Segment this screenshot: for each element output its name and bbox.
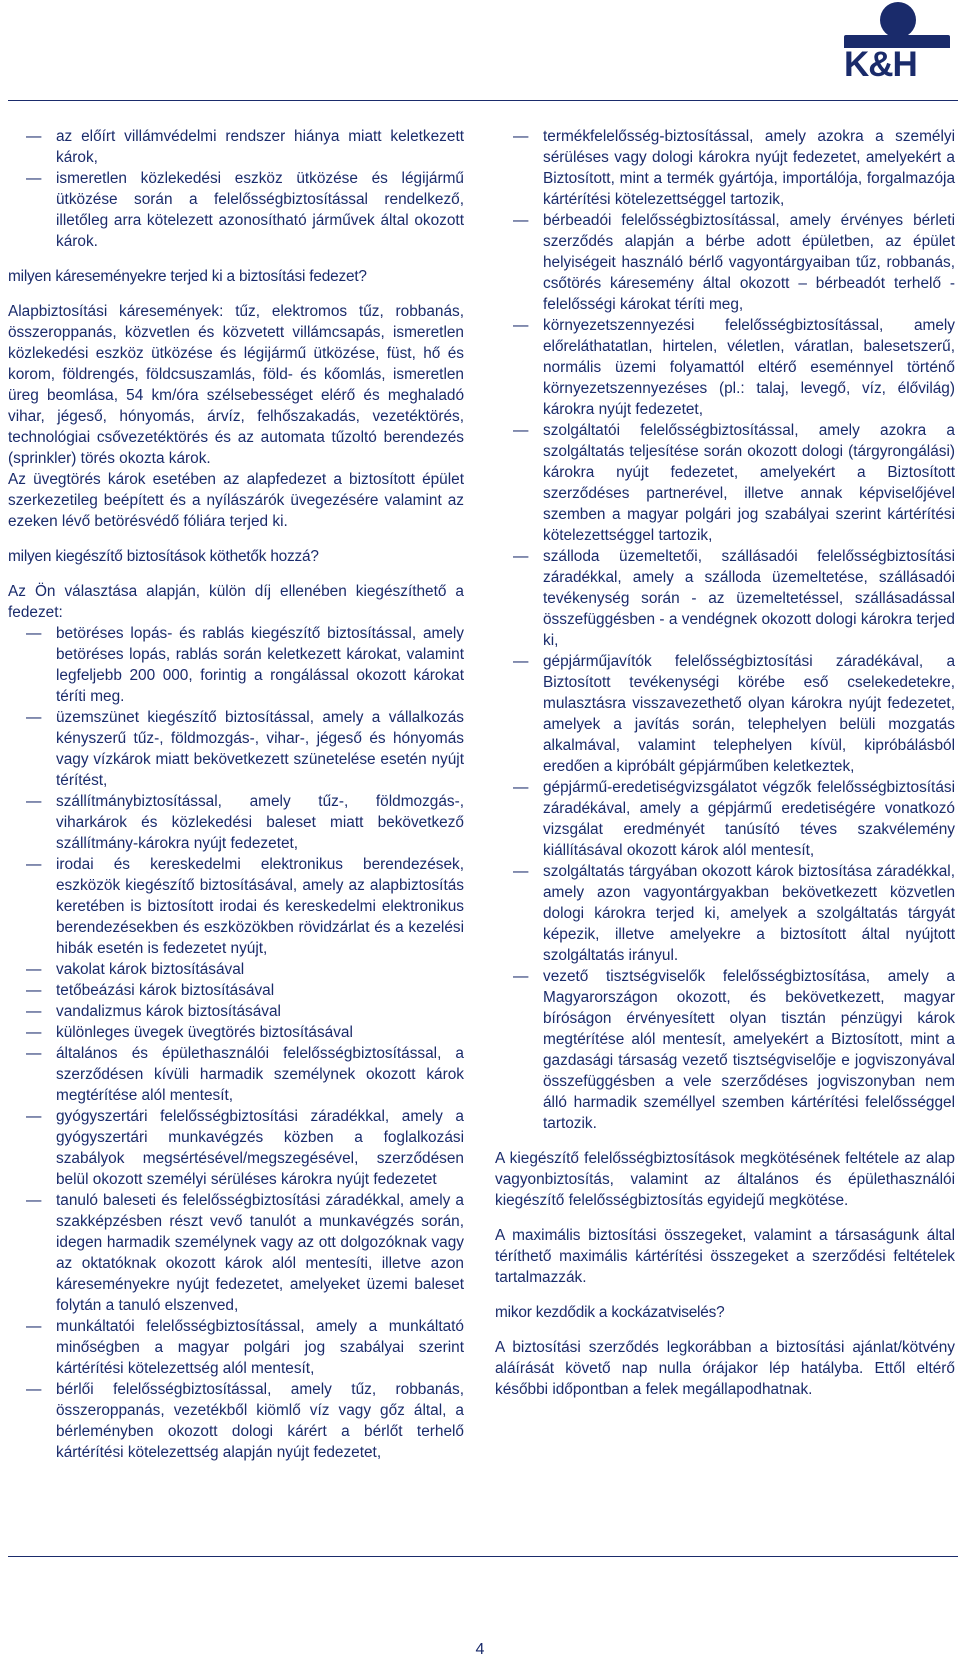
list-item: — irodai és kereskedelmi elektronikus berendezések, eszközök kiegészítő biztosításával, amely az alapbiztosítás keretében is biztosított irodai és kereskedelmi elektronikus berendezésekben és eszközökben rövidzárlat és a kezelési hibák esetén is fedezetet nyújt, — [8, 854, 464, 959]
page-number: 4 — [475, 1641, 485, 1658]
list-item: — vakolat károk biztosításával — [8, 959, 464, 980]
top-divider — [8, 100, 958, 101]
list-item: — környezetszennyezési felelősségbiztosítással, amely előreláthatatlan, hirtelen, véletlen, váratlan, balesetszerű, normális üzemi folyamattól eltérő eseménnyel történő környezetszennyezéses (pl.: talaj, levegő, víz, élővilág) károkra nyújt fedezetet, — [495, 315, 955, 420]
list-item: — üzemszünet kiegészítő biztosítással, amely a vállalkozás kényszerű tűz-, földmozgás-, vihar-, jégeső és hónyomás vagy vízkárok miatt bekövetkezett szünetelése esetén nyújt térítést, — [8, 707, 464, 791]
supplementary-intro: Az Ön választása alapján, külön díj ellenében kiegészíthető a fedezet: — [8, 583, 464, 621]
list-item: — bérlői felelősségbiztosítással, amely tűz, robbanás, összeroppanás, vezetékből kiömlő víz vagy gőz által, a bérleményben okozott dologi kárért a bérlőt terhelő kártérítési kötelezettség alapján nyújt fedezetet, — [8, 1379, 464, 1463]
bottom-divider — [8, 1556, 958, 1557]
list-item: — ismeretlen közlekedési eszköz ütközése és légijármű ütközése során a felelősségbiztosítással rendelkező, illetőleg arra kötelezett azonosítható járművek által okozott károk. — [8, 168, 464, 252]
list-item: — szolgáltatás tárgyában okozott károk biztosítása záradékkal, amely azon vagyontárgyakban bekövetkezett közvetlen dologi károkra terjed ki, amelyek a szolgáltatás tárgyát képezik, illetve amelyekre a biztosított által nyújtott szolgáltatás irányul. — [495, 861, 955, 966]
section-heading-risk-start: mikor kezdődik a kockázatviselés? — [495, 1304, 725, 1321]
section-heading-supplementary: milyen kiegészítő biztosítások köthetők hozzá? — [8, 548, 319, 565]
section-heading-coverage: milyen káreseményekre terjed ki a biztosítási fedezet? — [8, 268, 367, 285]
coverage-paragraph: Alapbiztosítási káresemények: tűz, elektromos tűz, robbanás, összeroppanás, közvetlen és közvetett villámcsapás, ismeretlen közlekedési eszköz ütközése és légijármű ütközése, füst, hő és korom, földrengés, földcsuszamlás, föld- és kőomlás, ismeretlen üreg beomlása, 54 km/óra szélsebességet elérő és meghaladó vihar, jégeső, hónyomás, árvíz, felhőszakadás, vezetéktörés, technológiai csővezetéktörés és az automata tűzoltó berendezés (sprinkler) törés okozta károk. — [8, 303, 464, 467]
list-item: — munkáltatói felelősségbiztosítással, amely a munkáltató minőségben a magyar polgári jog szabályai szerint kártérítési kötelezettség alól mentesít, — [8, 1316, 464, 1379]
logo-circle — [880, 2, 916, 38]
list-item: — tetőbeázási károk biztosításával — [8, 980, 464, 1001]
list-item: — szolgáltatói felelősségbiztosítással, amely azokra a szolgáltatás teljesítése során okozott dologi (tárgyrongálási) károkra nyújt fedezetet, amelyekért a Biztosított szerződéses partnerével, illetve annak képviselőjével szemben a magyar polgári jog szabályai szerint kártérítési kötelezettséggel tartozik, — [495, 420, 955, 546]
list-item: — termékfelelősség-biztosítással, amely azokra a személyi sérüléses vagy dologi károkra nyújt fedezetet, amelyekért a Biztosított, mint a termék gyártója, importálója, forgalmazója kártérítési kötelezettséggel tartozik, — [495, 126, 955, 210]
list-item: — az előírt villámvédelmi rendszer hiánya miatt keletkezett károk, — [8, 126, 464, 168]
list-item: — szálloda üzemeltetői, szállásadói felelősségbiztosítási záradékkal, amely a szálloda üzemeltetése, szállásadói tevékenység során - az üzemeltetéssel, szállásadással összefüggésben - a vendégnek okozott dologi károkra terjed ki, — [495, 546, 955, 651]
list-item: — bérbeadói felelősségbiztosítással, amely érvényes bérleti szerződés alapján a bérbe adott épületben, az épület helyiségeit használó bérlő vagyontárgyaiban tűz, robbanás, csőtörés káresemény által okozott – bérbeadót terhelő - felelősségi károkat téríti meg, — [495, 210, 955, 315]
list-item: — szállítmánybiztosítással, amely tűz-, földmozgás-, viharkárok és közlekedési baleset miatt bekövetkező szállítmány-károkra nyújt fedezetet, — [8, 791, 464, 854]
list-item: — általános és épülethasználói felelősségbiztosítással, a szerződésen kívüli harmadik személynek okozott károk megtérítése alól mentesít, — [8, 1043, 464, 1106]
condition-paragraph: A kiegészítő felelősségbiztosítások megkötésének feltétele az alap vagyonbiztosítás, valamint az általános és épülethasználói kiegészítő felelősségbiztosítás egyidejű megkötése. — [495, 1150, 955, 1209]
glass-paragraph: Az üvegtörés károk esetében az alapfedezet a biztosított épület szerkezetileg beépített és a nyílászárók üvegezésére valamint az ezeken lévő betörésvédő fóliára terjed ki. — [8, 471, 464, 530]
liability-list — [495, 126, 955, 1134]
list-item: — tanuló baleseti és felelősségbiztosítási záradékkal, amely a szakképzésben részt vevő tanulót a munkavégzés során, idegen harmadik személynek vagy az ott dolgozóknak vagy az oktatóknak okozott károk alól mentesíti, illetve azon káreseményekre nyújt fedezetet, amelyeket üzemi baleset folytán a tanuló elszenved, — [8, 1190, 464, 1316]
maximum-sums-paragraph: A maximális biztosítási összegeket, valamint a társaságunk által téríthető maximális kártérítési összegeket a szerződési feltételek tartalmazzák. — [495, 1227, 955, 1286]
intro-list — [8, 126, 464, 252]
kh-logo — [844, 0, 956, 86]
list-item: — gépjárműjavítók felelősségbiztosítási záradékával, a Biztosított tevékenységi körébe eső cselekedetekre, mulasztásra visszavezethető olyan károkra nyújt fedezetet, amelyek a javítás során, telephelyen belüli mozgatás alkalmával, valamint telephelyen kívül, kipróbálásból eredően a kipróbált gépjárműben keletkeztek, — [495, 651, 955, 777]
list-item: — vandalizmus károk biztosításával — [8, 1001, 464, 1022]
risk-start-paragraph: A biztosítási szerződés legkorábban a biztosítási ajánlat/kötvény aláírását követő nap nulla órájakor lép hatályba. Ettől eltérő későbbi időpontban a felek megállapodhatnak. — [495, 1339, 955, 1398]
supplementary-list — [8, 623, 464, 1463]
list-item: — gépjármű-eredetiségvizsgálatot végzők felelősségbiztosítási záradékával, amely a gépjármű eredetiségére vonatkozó vizsgálat eredményét tanúsító téves szakvélemény kiállításával okozott károk alól mentesít, — [495, 777, 955, 861]
list-item: — különleges üvegek üvegtörés biztosításával — [8, 1022, 464, 1043]
list-item: — vezető tisztségviselők felelősségbiztosítása, amely a Magyarországon okozott, és bekövetkezett, magyar bíróságon érvényesített olyan tisztán pénzügyi károk megtérítése alól mentesít, amelyekért a Biztosított, mint a gazdasági társaság vezető tisztségviselője e jogviszonyával összefüggésben a vele szerződéses jogviszonyban nem álló harmadik személlyel szemben kártérítési felelősséggel tartozik. — [495, 966, 955, 1134]
list-item: — betöréses lopás- és rablás kiegészítő biztosítással, amely betöréses lopás, rablás során keletkezett károkat, valamint legfeljebb 200 000, forintig a rongálással okozott károkat téríti meg. — [8, 623, 464, 707]
right-column — [495, 126, 955, 1414]
left-column — [8, 126, 464, 1477]
list-item: — gyógyszertári felelősségbiztosítási záradékkal, amely a gyógyszertári munkavégzés közben a foglalkozási szabályok megsértésével/megszegésével, szerződésen belül okozott személyi sérüléses károkra nyújt fedezetet — [8, 1106, 464, 1190]
logo-text: K&H — [844, 45, 917, 84]
